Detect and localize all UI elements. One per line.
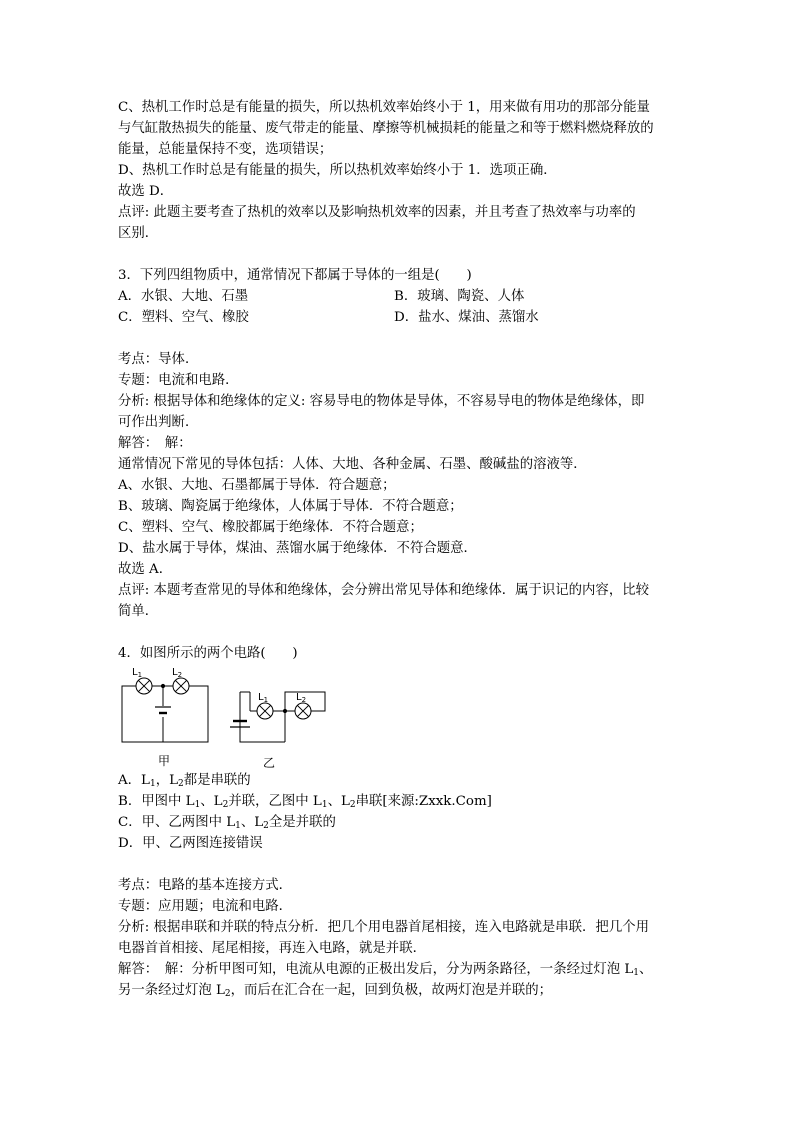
q3-jieda: 解答： 解： xyxy=(118,436,192,451)
circuit-jia-lamp-l1 xyxy=(136,678,152,694)
q3-kaodian: 考点：导体． xyxy=(118,352,199,367)
q3-comment-line2: 简单． xyxy=(118,604,159,619)
q3-options-row1 xyxy=(118,286,678,307)
circuit-yi-junction xyxy=(283,709,286,712)
q3-stem: 3．下列四组物质中，通常情况下都属于导体的一组是( ) xyxy=(118,268,472,283)
q4-option-a: A．$L_1$，$L_2$都是串联的 xyxy=(118,773,251,789)
q4-circuit-figures xyxy=(118,666,678,770)
q4-option-d: D．甲、乙两图连接错误 xyxy=(118,836,263,851)
circuit-yi-label-l2: $L_2$ xyxy=(296,692,307,704)
q3-fenxi-line1: 分析: 根据导体和绝缘体的定义: 容易导电的物体是导体，不容易导电的物体是绝缘体，即 xyxy=(118,394,645,409)
q4-option-b: B．甲图中 $L_1$、$L_2$并联，乙图中 $L_1$、$L_2$串联[来源:Zxxk.Com] xyxy=(118,794,492,810)
q2-option-c-analysis-line1: C、热机工作时总是有能量的损失，所以热机效率始终小于 1，用来做有用功的那部分能量 xyxy=(118,100,650,115)
q3-solution-5: D、盐水属于导体，煤油、蒸馏水属于绝缘体．不符合题意． xyxy=(118,541,477,556)
circuit-jia-junction xyxy=(161,684,164,687)
q4-fenxi-line1: 分析: 根据串联和并联的特点分析．把几个用电器首尾相接，连入电路就是串联．把几个用 xyxy=(118,920,649,935)
q3-solution-1: 通常情况下常见的导体包括：人体、大地、各种金属、石墨、酸碱盐的溶液等． xyxy=(118,457,587,472)
spacer xyxy=(118,854,678,875)
q4-stem: 4．如图所示的两个电路( ) xyxy=(118,646,298,661)
q3-comment-line1: 点评: 本题考查常见的导体和绝缘体，会分辨出常见导体和绝缘体．属于识记的内容，比较 xyxy=(118,583,649,598)
q3-option-c: C．塑料、空气、橡胶 xyxy=(118,310,249,325)
q3-option-a: A．水银、大地、石墨 xyxy=(118,289,249,304)
circuit-jia-label-l1: $L_1$ xyxy=(132,667,143,679)
circuit-jia-label-l2: $L_2$ xyxy=(172,667,183,679)
circuit-diagrams xyxy=(120,666,340,770)
q2-comment-line2: 区别． xyxy=(118,226,159,241)
q2-comment-line1: 点评: 此题主要考查了热机的效率以及影响热机效率的因素，并且考查了热效率与功率的 xyxy=(118,205,636,220)
q2-answer: 故选 D． xyxy=(118,184,174,199)
q3-solution-3: B、玻璃、陶瓷属于绝缘体，人体属于导体．不符合题意； xyxy=(118,499,463,514)
circuit-jia-lamp-l2 xyxy=(173,678,189,694)
q4-fenxi-line2: 电器首首相接、尾尾相接，再连入电路，就是并联． xyxy=(118,941,426,956)
spacer xyxy=(118,244,678,265)
q2-option-c-analysis-line3: 能量，总能量保持不变，选项错误； xyxy=(118,142,333,157)
circuit-jia xyxy=(122,678,208,742)
circuit-yi-lamp-l2 xyxy=(295,703,311,719)
q3-option-d: D．盐水、煤油、蒸馏水 xyxy=(394,310,539,325)
circuit-yi-label-l1: $L_1$ xyxy=(258,692,269,704)
circuit-yi-lamp-l1 xyxy=(257,703,273,719)
q2-option-c-analysis-line2: 与气缸散热损失的能量、废气带走的能量、摩擦等机械损耗的能量之和等于燃料燃烧释放的 xyxy=(118,121,654,136)
q3-zhuanti: 专题：电流和电路． xyxy=(118,373,239,388)
document-page xyxy=(118,97,678,1001)
circuit-yi-caption: 乙 xyxy=(263,756,276,770)
q3-solution-2: A、水银、大地、石墨都属于导体．符合题意； xyxy=(118,478,396,493)
q3-answer: 故选 A． xyxy=(118,562,173,577)
q3-options-row2 xyxy=(118,307,678,328)
q4-jieda-line1: 解答： 解：分析甲图可知，电流从电源的正极出发后，分为两条路径，一条经过灯泡 $L_1$、 xyxy=(118,962,653,978)
q3-option-b: B．玻璃、陶瓷、人体 xyxy=(394,289,525,304)
q4-option-c: C．甲、乙两图中 $L_1$、$L_2$全是并联的 xyxy=(118,815,336,831)
circuit-jia-battery xyxy=(155,707,171,713)
q4-zhuanti: 专题：应用题；电流和电路． xyxy=(118,899,293,914)
circuit-jia-caption: 甲 xyxy=(158,754,171,768)
q2-option-d-analysis: D、热机工作时总是有能量的损失，所以热机效率始终小于 1．选项正确． xyxy=(118,163,557,178)
spacer xyxy=(118,328,678,349)
spacer xyxy=(118,622,678,643)
q4-kaodian: 考点：电路的基本连接方式． xyxy=(118,878,293,893)
q4-jieda-line2: 另一条经过灯泡 $L_2$，而后在汇合在一起，回到负极，故两灯泡是并联的； xyxy=(118,983,552,999)
circuit-yi xyxy=(230,692,325,742)
q3-fenxi-line2: 可作出判断． xyxy=(118,415,199,430)
q3-solution-4: C、塑料、空气、橡胶都属于绝缘体．不符合题意； xyxy=(118,520,423,535)
